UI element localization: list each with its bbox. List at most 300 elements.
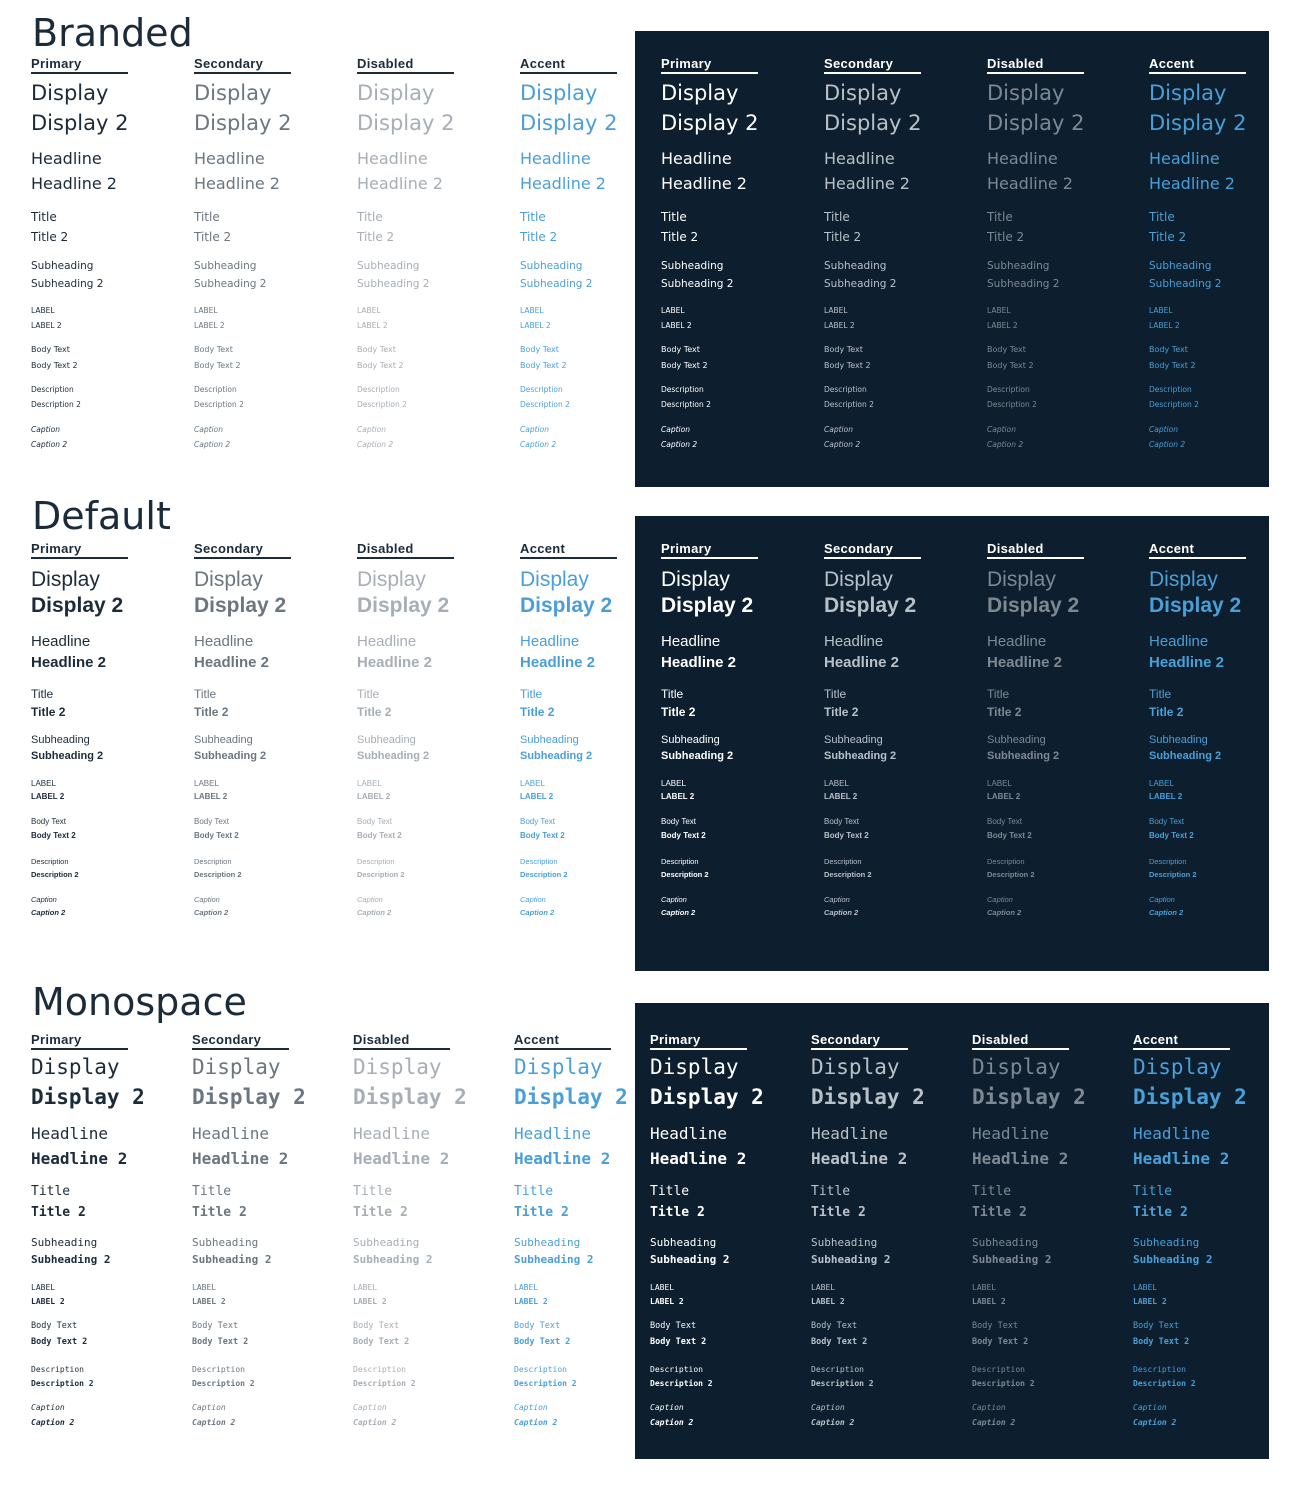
sample-body-text-2: Body Text 2 [987, 361, 1034, 370]
sample-title-2: Title 2 [192, 1205, 247, 1220]
sample-body-text: Body Text [987, 817, 1022, 826]
sample-description: Description [661, 385, 704, 394]
sample-title-2: Title 2 [357, 705, 392, 719]
sample-title-2: Title 2 [1149, 230, 1187, 244]
sample-display-2: Display 2 [194, 111, 292, 135]
sample-caption-2: Caption 2 [520, 440, 557, 449]
sample-label: LABEL [824, 306, 848, 315]
sample-label: LABEL [661, 306, 685, 315]
sample-body-text-2: Body Text 2 [194, 361, 241, 370]
column-header-accent: Accent [1149, 541, 1246, 559]
sample-title: Title [194, 687, 217, 701]
sample-body-text-2: Body Text 2 [1149, 831, 1194, 840]
sample-description-2: Description 2 [353, 1379, 416, 1388]
sample-headline: Headline [194, 149, 265, 168]
sample-subheading: Subheading [650, 1236, 717, 1249]
sample-body-text: Body Text [1149, 817, 1184, 826]
sample-title: Title [514, 1184, 554, 1199]
sample-label-2: LABEL 2 [824, 792, 858, 801]
sample-subheading: Subheading [824, 260, 887, 272]
sample-body-text-2: Body Text 2 [1149, 361, 1196, 370]
sample-caption: Caption [194, 425, 223, 434]
sample-caption-2: Caption 2 [194, 908, 229, 917]
sample-headline: Headline [824, 633, 884, 650]
sample-label-2: LABEL 2 [650, 1297, 684, 1306]
sample-caption: Caption [31, 425, 60, 434]
sample-body-text: Body Text [987, 345, 1026, 354]
sample-title-2: Title 2 [357, 230, 395, 244]
sample-subheading-2: Subheading 2 [194, 278, 267, 290]
sample-label-2: LABEL 2 [987, 792, 1021, 801]
sample-headline-2: Headline 2 [1149, 174, 1235, 193]
column-header-primary: Primary [661, 541, 758, 559]
sample-headline: Headline [661, 633, 721, 650]
sample-body-text: Body Text [357, 345, 396, 354]
sample-subheading: Subheading [987, 734, 1046, 746]
sample-subheading-2: Subheading 2 [1149, 750, 1222, 762]
sample-caption-2: Caption 2 [357, 440, 394, 449]
sample-label: LABEL [31, 779, 56, 788]
sample-title-2: Title 2 [661, 705, 696, 719]
sample-title: Title [650, 1184, 690, 1199]
sample-display: Display [824, 81, 902, 105]
sample-body-text: Body Text [31, 1321, 78, 1331]
sample-subheading-2: Subheading 2 [1133, 1253, 1213, 1266]
sample-caption: Caption [353, 1403, 387, 1412]
sample-title: Title [357, 210, 383, 224]
sample-display: Display [357, 568, 426, 591]
sample-description: Description [824, 385, 867, 394]
sample-display-2: Display 2 [357, 594, 450, 617]
sample-body-text: Body Text [31, 345, 70, 354]
sample-label: LABEL [31, 1283, 56, 1292]
column-header-secondary: Secondary [192, 1032, 289, 1050]
sample-caption-2: Caption 2 [987, 908, 1022, 917]
sample-headline-2: Headline 2 [31, 1149, 128, 1168]
sample-caption: Caption [192, 1403, 226, 1412]
sample-body-text-2: Body Text 2 [514, 1337, 571, 1347]
sample-caption-2: Caption 2 [972, 1418, 1016, 1427]
sample-title: Title [824, 687, 847, 701]
sample-caption-2: Caption 2 [520, 908, 555, 917]
sample-title-2: Title 2 [987, 230, 1025, 244]
sample-description-2: Description 2 [514, 1379, 577, 1388]
sample-label: LABEL [987, 779, 1012, 788]
sample-headline-2: Headline 2 [824, 174, 910, 193]
sample-display-2: Display 2 [194, 594, 287, 617]
sample-display-2: Display 2 [987, 111, 1085, 135]
sample-body-text-2: Body Text 2 [661, 361, 708, 370]
sample-caption-2: Caption 2 [811, 1418, 855, 1427]
sample-description: Description [520, 857, 558, 866]
sample-description: Description [987, 857, 1025, 866]
sample-display: Display [1149, 568, 1218, 591]
sample-title: Title [1133, 1184, 1173, 1199]
sample-subheading-2: Subheading 2 [972, 1253, 1052, 1266]
sample-headline-2: Headline 2 [194, 174, 280, 193]
sample-headline-2: Headline 2 [972, 1149, 1069, 1168]
sample-label-2: LABEL 2 [514, 1297, 548, 1306]
sample-description-2: Description 2 [972, 1379, 1035, 1388]
sample-body-text: Body Text [972, 1321, 1019, 1331]
sample-label: LABEL [520, 779, 545, 788]
sample-description-2: Description 2 [520, 400, 570, 409]
sample-title-2: Title 2 [811, 1205, 866, 1220]
sample-label: LABEL [650, 1283, 675, 1292]
sample-body-text: Body Text [661, 817, 696, 826]
sample-caption-2: Caption 2 [1133, 1418, 1177, 1427]
sample-display-2: Display 2 [520, 594, 613, 617]
sample-subheading: Subheading [357, 734, 416, 746]
sample-caption-2: Caption 2 [1149, 908, 1184, 917]
sample-label-2: LABEL 2 [31, 1297, 65, 1306]
sample-display: Display [1133, 1055, 1222, 1079]
sample-caption: Caption [357, 895, 383, 904]
sample-subheading-2: Subheading 2 [31, 750, 104, 762]
sample-display-2: Display 2 [357, 111, 455, 135]
sample-headline-2: Headline 2 [520, 654, 596, 671]
column-header-disabled: Disabled [357, 56, 454, 74]
column-header-secondary: Secondary [811, 1032, 908, 1050]
sample-caption-2: Caption 2 [31, 440, 68, 449]
sample-headline: Headline [192, 1124, 270, 1143]
sample-headline-2: Headline 2 [514, 1149, 611, 1168]
sample-description: Description [31, 857, 69, 866]
sample-label-2: LABEL 2 [811, 1297, 845, 1306]
sample-headline-2: Headline 2 [987, 654, 1063, 671]
sample-description-2: Description 2 [661, 400, 711, 409]
sample-body-text: Body Text [1133, 1321, 1180, 1331]
sample-body-text-2: Body Text 2 [31, 361, 78, 370]
sample-subheading: Subheading [811, 1236, 878, 1249]
sample-title: Title [661, 687, 684, 701]
sample-caption-2: Caption 2 [661, 908, 696, 917]
sample-caption: Caption [1149, 425, 1178, 434]
column-header-disabled: Disabled [972, 1032, 1069, 1050]
sample-caption: Caption [357, 425, 386, 434]
sample-display: Display [987, 568, 1056, 591]
sample-subheading-2: Subheading 2 [31, 278, 104, 290]
sample-headline: Headline [811, 1124, 889, 1143]
sample-caption-2: Caption 2 [31, 1418, 75, 1427]
sample-description-2: Description 2 [824, 870, 872, 879]
sample-body-text-2: Body Text 2 [31, 1337, 88, 1347]
sample-display-2: Display 2 [811, 1085, 925, 1109]
sample-label-2: LABEL 2 [31, 792, 65, 801]
sample-display-2: Display 2 [31, 1085, 145, 1109]
sample-subheading-2: Subheading 2 [514, 1253, 594, 1266]
sample-description: Description [811, 1365, 864, 1374]
sample-title: Title [353, 1184, 393, 1199]
sample-description-2: Description 2 [31, 870, 79, 879]
sample-caption-2: Caption 2 [661, 440, 698, 449]
sample-description: Description [514, 1365, 567, 1374]
sample-description: Description [31, 1365, 84, 1374]
sample-title-2: Title 2 [194, 230, 232, 244]
sample-label: LABEL [194, 306, 218, 315]
sample-description: Description [1149, 857, 1187, 866]
sample-display: Display [357, 81, 435, 105]
sample-subheading-2: Subheading 2 [1149, 278, 1222, 290]
sample-title: Title [811, 1184, 851, 1199]
sample-body-text-2: Body Text 2 [987, 831, 1032, 840]
sample-title: Title [824, 210, 850, 224]
sample-subheading-2: Subheading 2 [357, 278, 430, 290]
sample-title-2: Title 2 [650, 1205, 705, 1220]
sample-label-2: LABEL 2 [987, 321, 1018, 330]
sample-body-text: Body Text [353, 1321, 400, 1331]
sample-display-2: Display 2 [1149, 111, 1247, 135]
sample-label-2: LABEL 2 [194, 792, 228, 801]
sample-display-2: Display 2 [650, 1085, 764, 1109]
sample-display-2: Display 2 [972, 1085, 1086, 1109]
sample-label-2: LABEL 2 [520, 321, 551, 330]
sample-label: LABEL [192, 1283, 217, 1292]
sample-subheading-2: Subheading 2 [357, 750, 430, 762]
sample-title-2: Title 2 [520, 705, 555, 719]
sample-subheading-2: Subheading 2 [194, 750, 267, 762]
sample-headline: Headline [520, 633, 580, 650]
sample-label-2: LABEL 2 [972, 1297, 1006, 1306]
sample-headline-2: Headline 2 [520, 174, 606, 193]
sample-headline-2: Headline 2 [987, 174, 1073, 193]
sample-title-2: Title 2 [194, 705, 229, 719]
sample-caption-2: Caption 2 [31, 908, 66, 917]
sample-label-2: LABEL 2 [357, 792, 391, 801]
sample-description-2: Description 2 [811, 1379, 874, 1388]
sample-title: Title [1149, 687, 1172, 701]
sample-headline: Headline [661, 149, 732, 168]
sample-body-text-2: Body Text 2 [31, 831, 76, 840]
sample-label: LABEL [1133, 1283, 1158, 1292]
sample-headline-2: Headline 2 [31, 174, 117, 193]
sample-label-2: LABEL 2 [824, 321, 855, 330]
column-header-secondary: Secondary [194, 56, 291, 74]
sample-body-text: Body Text [514, 1321, 561, 1331]
sample-subheading: Subheading [824, 734, 883, 746]
sample-description-2: Description 2 [987, 400, 1037, 409]
sample-subheading: Subheading [972, 1236, 1039, 1249]
sample-display-2: Display 2 [353, 1085, 467, 1109]
sample-title-2: Title 2 [824, 705, 859, 719]
sample-display-2: Display 2 [824, 111, 922, 135]
column-header-primary: Primary [31, 541, 128, 559]
sample-caption: Caption [194, 895, 220, 904]
sample-body-text-2: Body Text 2 [357, 361, 404, 370]
sample-title: Title [520, 210, 546, 224]
sample-subheading: Subheading [1149, 260, 1212, 272]
sample-display: Display [192, 1055, 281, 1079]
sample-subheading-2: Subheading 2 [987, 750, 1060, 762]
sample-title: Title [192, 1184, 232, 1199]
sample-display: Display [194, 81, 272, 105]
sample-title: Title [520, 687, 543, 701]
sample-subheading-2: Subheading 2 [987, 278, 1060, 290]
sample-subheading: Subheading [1133, 1236, 1200, 1249]
sample-description: Description [520, 385, 563, 394]
sample-subheading: Subheading [987, 260, 1050, 272]
sample-display-2: Display 2 [514, 1085, 628, 1109]
sample-subheading-2: Subheading 2 [824, 278, 897, 290]
sample-body-text: Body Text [650, 1321, 697, 1331]
sample-body-text-2: Body Text 2 [353, 1337, 410, 1347]
sample-body-text: Body Text [31, 817, 66, 826]
sample-title: Title [972, 1184, 1012, 1199]
sample-display-2: Display 2 [31, 111, 129, 135]
sample-display: Display [811, 1055, 900, 1079]
sample-subheading-2: Subheading 2 [650, 1253, 730, 1266]
sample-title: Title [987, 687, 1010, 701]
sample-caption: Caption [987, 895, 1013, 904]
sample-description-2: Description 2 [31, 1379, 94, 1388]
sample-body-text: Body Text [520, 817, 555, 826]
sample-body-text: Body Text [194, 817, 229, 826]
sample-display: Display [661, 81, 739, 105]
sample-caption: Caption [520, 425, 549, 434]
sample-body-text-2: Body Text 2 [520, 831, 565, 840]
sample-description-2: Description 2 [31, 400, 81, 409]
sample-headline-2: Headline 2 [661, 174, 747, 193]
sample-caption: Caption [31, 895, 57, 904]
sample-title-2: Title 2 [1133, 1205, 1188, 1220]
sample-label: LABEL [661, 779, 686, 788]
sample-headline: Headline [972, 1124, 1050, 1143]
sample-label: LABEL [31, 306, 55, 315]
sample-title-2: Title 2 [514, 1205, 569, 1220]
sample-description: Description [357, 857, 395, 866]
sample-subheading-2: Subheading 2 [31, 1253, 111, 1266]
column-header-disabled: Disabled [353, 1032, 450, 1050]
sample-description: Description [353, 1365, 406, 1374]
sample-display-2: Display 2 [1149, 594, 1242, 617]
sample-description-2: Description 2 [1133, 1379, 1196, 1388]
sample-title: Title [31, 1184, 71, 1199]
sample-headline-2: Headline 2 [31, 654, 107, 671]
sample-headline: Headline [514, 1124, 592, 1143]
sample-display: Display [972, 1055, 1061, 1079]
sample-display: Display [194, 568, 263, 591]
sample-headline-2: Headline 2 [811, 1149, 908, 1168]
sample-subheading-2: Subheading 2 [824, 750, 897, 762]
sample-title: Title [31, 687, 54, 701]
sample-description: Description [987, 385, 1030, 394]
sample-caption: Caption [514, 1403, 548, 1412]
sample-caption-2: Caption 2 [650, 1418, 694, 1427]
sample-caption: Caption [972, 1403, 1006, 1412]
section-title-branded: Branded [32, 11, 193, 55]
sample-headline-2: Headline 2 [1149, 654, 1225, 671]
sample-description-2: Description 2 [824, 400, 874, 409]
sample-description: Description [357, 385, 400, 394]
column-header-disabled: Disabled [987, 541, 1084, 559]
sample-caption-2: Caption 2 [987, 440, 1024, 449]
sample-caption-2: Caption 2 [514, 1418, 558, 1427]
column-header-accent: Accent [1133, 1032, 1230, 1050]
sample-body-text-2: Body Text 2 [1133, 1337, 1190, 1347]
column-header-secondary: Secondary [194, 541, 291, 559]
sample-title: Title [31, 210, 57, 224]
sample-body-text-2: Body Text 2 [972, 1337, 1029, 1347]
sample-body-text: Body Text [357, 817, 392, 826]
sample-subheading-2: Subheading 2 [661, 750, 734, 762]
sample-label-2: LABEL 2 [353, 1297, 387, 1306]
sample-caption-2: Caption 2 [194, 440, 231, 449]
sample-label-2: LABEL 2 [1149, 321, 1180, 330]
sample-headline-2: Headline 2 [192, 1149, 289, 1168]
sample-caption-2: Caption 2 [824, 908, 859, 917]
sample-subheading: Subheading [357, 260, 420, 272]
sample-headline: Headline [1133, 1124, 1211, 1143]
sample-display-2: Display 2 [661, 594, 754, 617]
sample-caption-2: Caption 2 [1149, 440, 1186, 449]
sample-subheading-2: Subheading 2 [192, 1253, 272, 1266]
sample-body-text-2: Body Text 2 [811, 1337, 868, 1347]
sample-subheading: Subheading [661, 734, 720, 746]
sample-headline: Headline [987, 149, 1058, 168]
sample-caption: Caption [31, 1403, 65, 1412]
sample-title: Title [661, 210, 687, 224]
sample-display-2: Display 2 [1133, 1085, 1247, 1109]
sample-label: LABEL [972, 1283, 997, 1292]
sample-display-2: Display 2 [661, 111, 759, 135]
sample-description-2: Description 2 [357, 870, 405, 879]
sample-body-text: Body Text [824, 817, 859, 826]
sample-headline: Headline [194, 633, 254, 650]
sample-caption: Caption [987, 425, 1016, 434]
sample-description-2: Description 2 [1149, 870, 1197, 879]
sample-display: Display [520, 568, 589, 591]
sample-subheading-2: Subheading 2 [661, 278, 734, 290]
sample-description: Description [650, 1365, 703, 1374]
sample-caption-2: Caption 2 [192, 1418, 236, 1427]
sample-title: Title [1149, 210, 1175, 224]
sample-body-text-2: Body Text 2 [357, 831, 402, 840]
sample-headline: Headline [1149, 149, 1220, 168]
sample-subheading: Subheading [514, 1236, 581, 1249]
sample-body-text-2: Body Text 2 [661, 831, 706, 840]
sample-headline-2: Headline 2 [824, 654, 900, 671]
sample-display: Display [31, 81, 109, 105]
sample-body-text-2: Body Text 2 [520, 361, 567, 370]
sample-subheading: Subheading [194, 260, 257, 272]
sample-subheading-2: Subheading 2 [520, 750, 593, 762]
sample-caption: Caption [1133, 1403, 1167, 1412]
sample-description-2: Description 2 [1149, 400, 1199, 409]
sample-title-2: Title 2 [353, 1205, 408, 1220]
sample-title-2: Title 2 [520, 230, 558, 244]
sample-body-text-2: Body Text 2 [194, 831, 239, 840]
sample-label: LABEL [520, 306, 544, 315]
sample-label-2: LABEL 2 [661, 321, 692, 330]
column-header-primary: Primary [661, 56, 758, 74]
sample-display: Display [824, 568, 893, 591]
sample-label-2: LABEL 2 [31, 321, 62, 330]
sample-caption-2: Caption 2 [357, 908, 392, 917]
sample-subheading: Subheading [31, 260, 94, 272]
sample-headline: Headline [650, 1124, 728, 1143]
column-header-secondary: Secondary [824, 56, 921, 74]
sample-headline: Headline [824, 149, 895, 168]
sample-label: LABEL [353, 1283, 378, 1292]
sample-label: LABEL [357, 306, 381, 315]
sample-title-2: Title 2 [987, 705, 1022, 719]
sample-label-2: LABEL 2 [1133, 1297, 1167, 1306]
sample-caption: Caption [1149, 895, 1175, 904]
sample-title: Title [987, 210, 1013, 224]
sample-description: Description [972, 1365, 1025, 1374]
sample-subheading: Subheading [520, 260, 583, 272]
sample-description-2: Description 2 [192, 1379, 255, 1388]
